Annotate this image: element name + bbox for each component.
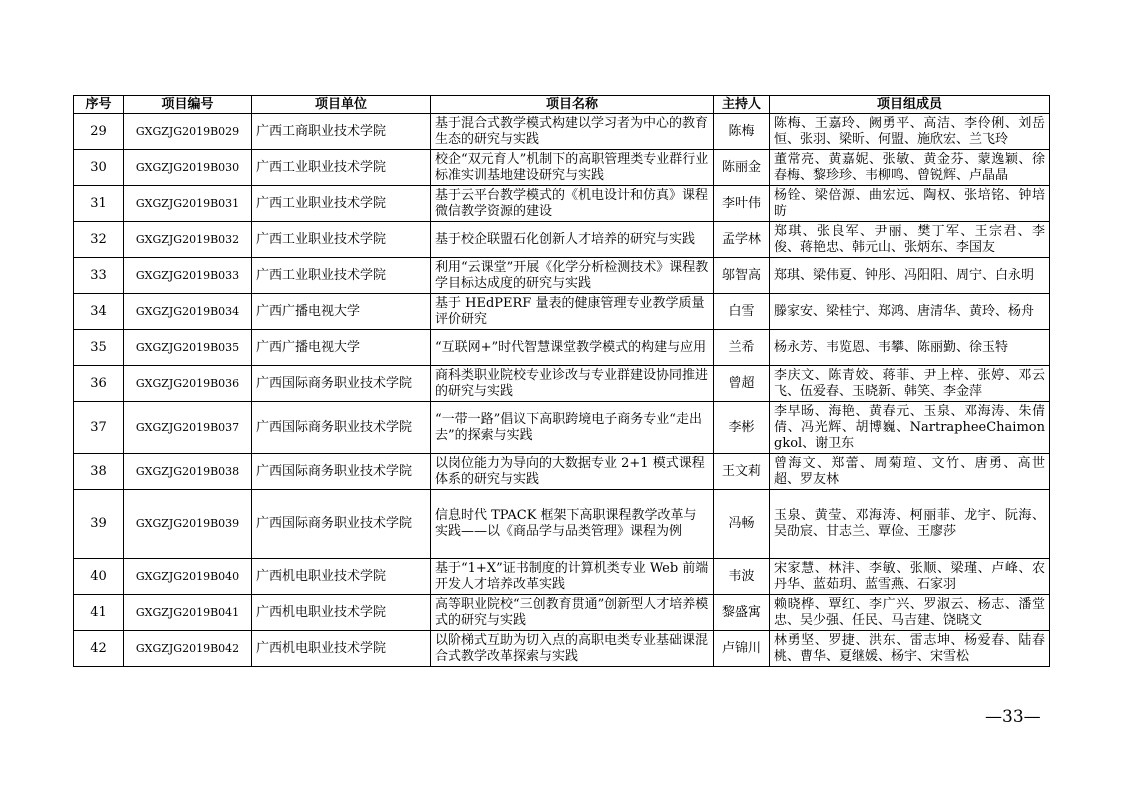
cell-serial-number: 38 — [74, 454, 124, 490]
cell-project-name: 基于云平台教学模式的《机电设计和仿真》课程微信教学资源的建设 — [431, 186, 714, 222]
cell-project-unit: 广西广播电视大学 — [252, 330, 431, 366]
cell-members: 李早旸、海艳、黄春元、玉泉、邓海涛、朱倩倩、冯光辉、胡博巍、NartrapheeChaimongkol、谢卫东 — [770, 402, 1050, 454]
cell-project-code: GXGZJG2019B041 — [124, 595, 252, 631]
table-row — [74, 186, 1050, 222]
header-project-unit: 项目单位 — [252, 96, 431, 114]
table-row — [74, 402, 1050, 454]
cell-project-unit: 广西工业职业技术学院 — [252, 222, 431, 258]
cell-host: 兰希 — [714, 330, 770, 366]
cell-serial-number: 39 — [74, 490, 124, 559]
cell-members: 玉泉、黄莹、邓海涛、柯丽菲、龙宇、阮海、吴劭宸、甘志兰、覃俭、王廖莎 — [770, 490, 1050, 559]
cell-project-code: GXGZJG2019B039 — [124, 490, 252, 559]
cell-members: 杨永芳、韦览恩、韦攀、陈丽勤、徐玉特 — [770, 330, 1050, 366]
cell-project-name: 以阶梯式互助为切入点的高职电类专业基础课混合式教学改革探索与实践 — [431, 631, 714, 667]
header-host: 主持人 — [714, 96, 770, 114]
header-project-name: 项目名称 — [431, 96, 714, 114]
cell-project-name: 利用“云课堂”开展《化学分析检测技术》课程教学目标达成度的研究与实践 — [431, 258, 714, 294]
cell-host: 黎盛寓 — [714, 595, 770, 631]
header-members: 项目组成员 — [770, 96, 1050, 114]
cell-serial-number: 32 — [74, 222, 124, 258]
cell-host: 白雪 — [714, 294, 770, 330]
table-row — [74, 258, 1050, 294]
cell-serial-number: 31 — [74, 186, 124, 222]
cell-project-name: 以岗位能力为导向的大数据专业 2+1 模式课程体系的研究与实践 — [431, 454, 714, 490]
cell-project-name: “一带一路”倡议下高职跨境电子商务专业“走出去”的探索与实践 — [431, 402, 714, 454]
cell-project-unit: 广西机电职业技术学院 — [252, 631, 431, 667]
cell-project-name: “互联网+”时代智慧课堂教学模式的构建与应用 — [431, 330, 714, 366]
cell-serial-number: 37 — [74, 402, 124, 454]
cell-host: 孟学林 — [714, 222, 770, 258]
cell-project-code: GXGZJG2019B036 — [124, 366, 252, 402]
table-header-row — [74, 96, 1050, 114]
cell-members: 郑琪、张良军、尹丽、樊丁军、王宗君、李俊、蒋艳忠、韩元山、张炳东、李国友 — [770, 222, 1050, 258]
cell-serial-number: 30 — [74, 150, 124, 186]
header-project-code: 项目编号 — [124, 96, 252, 114]
cell-members: 宋家慧、林沣、李敏、张顺、梁瑾、卢峰、农丹华、蓝茹玥、蓝雪燕、石家羽 — [770, 559, 1050, 595]
cell-members: 滕家安、梁桂宁、郑鸿、唐清华、黄玲、杨舟 — [770, 294, 1050, 330]
table-row — [74, 294, 1050, 330]
cell-project-unit: 广西机电职业技术学院 — [252, 595, 431, 631]
cell-serial-number: 29 — [74, 114, 124, 150]
cell-project-unit: 广西广播电视大学 — [252, 294, 431, 330]
page-number: —33— — [985, 707, 1041, 727]
cell-members: 曾海文、郑蕾、周菊瑄、文竹、唐勇、高世超、罗友林 — [770, 454, 1050, 490]
cell-serial-number: 35 — [74, 330, 124, 366]
cell-project-name: 基于校企联盟石化创新人才培养的研究与实践 — [431, 222, 714, 258]
cell-host: 卢锦川 — [714, 631, 770, 667]
table-row — [74, 454, 1050, 490]
cell-project-code: GXGZJG2019B042 — [124, 631, 252, 667]
cell-host: 冯畅 — [714, 490, 770, 559]
cell-members: 陈梅、王嘉玲、阙勇平、高洁、李伶俐、刘岳恒、张羽、梁昕、何盟、施欣宏、兰飞玲 — [770, 114, 1050, 150]
project-table — [73, 95, 1050, 667]
cell-project-code: GXGZJG2019B032 — [124, 222, 252, 258]
cell-serial-number: 42 — [74, 631, 124, 667]
cell-project-name: 基于“1+X”证书制度的计算机类专业 Web 前端开发人才培养改革实践 — [431, 559, 714, 595]
table-row — [74, 559, 1050, 595]
cell-project-name: 校企“双元育人”机制下的高职管理类专业群行业标准实训基地建设研究与实践 — [431, 150, 714, 186]
cell-project-name: 基于 HEdPERF 量表的健康管理专业教学质量评价研究 — [431, 294, 714, 330]
header-serial-number: 序号 — [74, 96, 124, 114]
cell-serial-number: 36 — [74, 366, 124, 402]
cell-project-name: 信息时代 TPACK 框架下高职课程教学改革与实践——以《商品学与品类管理》课程为例 — [431, 490, 714, 559]
cell-host: 李彬 — [714, 402, 770, 454]
cell-host: 韦波 — [714, 559, 770, 595]
cell-project-name: 商科类职业院校专业诊改与专业群建设协同推进的研究与实践 — [431, 366, 714, 402]
table-row — [74, 222, 1050, 258]
cell-project-unit: 广西国际商务职业技术学院 — [252, 402, 431, 454]
cell-project-unit: 广西工业职业技术学院 — [252, 186, 431, 222]
cell-host: 陈梅 — [714, 114, 770, 150]
table-row — [74, 595, 1050, 631]
cell-host: 邬智高 — [714, 258, 770, 294]
cell-project-unit: 广西国际商务职业技术学院 — [252, 490, 431, 559]
cell-project-code: GXGZJG2019B038 — [124, 454, 252, 490]
cell-serial-number: 33 — [74, 258, 124, 294]
cell-host: 陈丽金 — [714, 150, 770, 186]
cell-host: 王文莉 — [714, 454, 770, 490]
cell-members: 董常亮、黄嘉妮、张敏、黄金芬、蒙逸颖、徐春梅、黎珍珍、韦柳鸣、曾锐辉、卢晶晶 — [770, 150, 1050, 186]
table-row — [74, 631, 1050, 667]
cell-project-code: GXGZJG2019B037 — [124, 402, 252, 454]
cell-project-unit: 广西工业职业技术学院 — [252, 258, 431, 294]
table-row — [74, 114, 1050, 150]
cell-project-unit: 广西机电职业技术学院 — [252, 559, 431, 595]
table-row — [74, 330, 1050, 366]
cell-host: 李叶伟 — [714, 186, 770, 222]
table-row — [74, 490, 1050, 559]
cell-project-unit: 广西国际商务职业技术学院 — [252, 454, 431, 490]
cell-project-name: 基于混合式教学模式构建以学习者为中心的教育生态的研究与实践 — [431, 114, 714, 150]
cell-serial-number: 34 — [74, 294, 124, 330]
cell-project-code: GXGZJG2019B035 — [124, 330, 252, 366]
cell-members: 赖晓桦、覃红、李广兴、罗淑云、杨志、潘堂忠、吴少强、任民、马吉建、饶晓文 — [770, 595, 1050, 631]
cell-project-code: GXGZJG2019B029 — [124, 114, 252, 150]
cell-project-unit: 广西工业职业技术学院 — [252, 150, 431, 186]
cell-serial-number: 41 — [74, 595, 124, 631]
cell-project-unit: 广西国际商务职业技术学院 — [252, 366, 431, 402]
cell-project-unit: 广西工商职业技术学院 — [252, 114, 431, 150]
cell-members: 郑琪、梁伟夏、钟彤、冯阳阳、周宁、白永明 — [770, 258, 1050, 294]
table-row — [74, 366, 1050, 402]
cell-members: 李庆文、陈青姣、蒋菲、尹上梓、张婷、邓云飞、伍爱春、玉晓新、韩笑、李金萍 — [770, 366, 1050, 402]
cell-project-code: GXGZJG2019B033 — [124, 258, 252, 294]
cell-project-code: GXGZJG2019B031 — [124, 186, 252, 222]
cell-host: 曾超 — [714, 366, 770, 402]
cell-project-code: GXGZJG2019B034 — [124, 294, 252, 330]
cell-project-code: GXGZJG2019B030 — [124, 150, 252, 186]
cell-members: 林勇坚、罗捷、洪东、雷志坤、杨爱春、陆春桃、曹华、夏继媛、杨宇、宋雪松 — [770, 631, 1050, 667]
cell-members: 杨铨、梁倍源、曲宏远、陶权、张培铭、钟培昉 — [770, 186, 1050, 222]
cell-project-code: GXGZJG2019B040 — [124, 559, 252, 595]
table-row — [74, 150, 1050, 186]
cell-serial-number: 40 — [74, 559, 124, 595]
cell-project-name: 高等职业院校“三创教育贯通”创新型人才培养模式的研究与实践 — [431, 595, 714, 631]
